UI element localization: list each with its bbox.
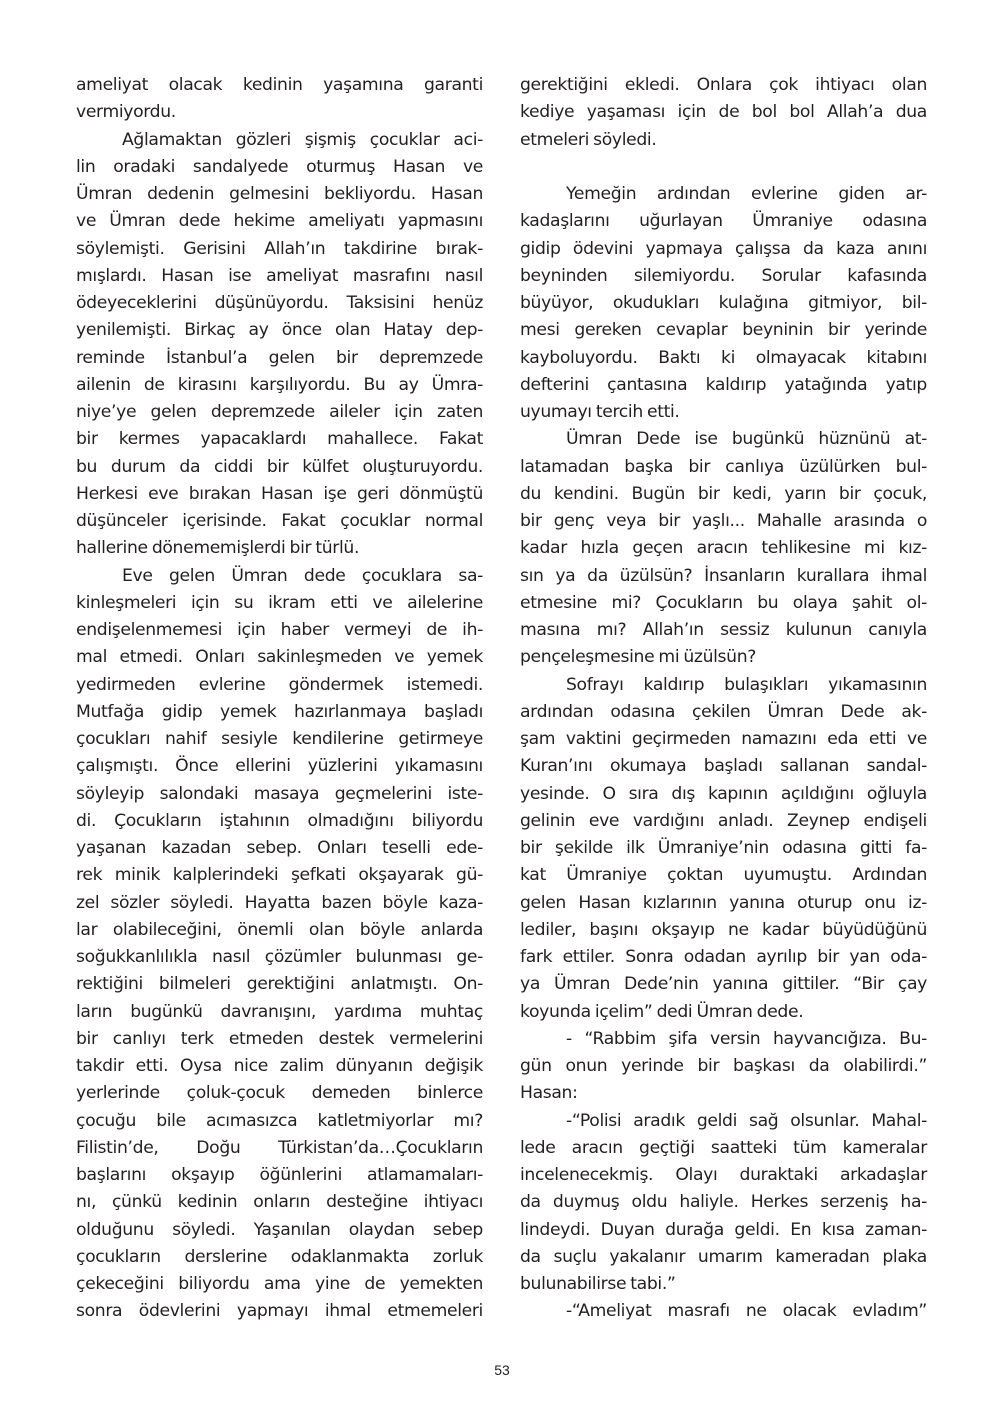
text-line: şam vaktini geçirmeden namazını eda etti ve bbox=[520, 729, 927, 749]
text-line: niye’ye gelen depremzede aileler için zaten bbox=[76, 402, 483, 422]
text-line: ailenin de kirasını karşılıyordu. Bu ay Ümra- bbox=[76, 374, 483, 395]
text-line: Ümran dedenin gelmesini bekliyordu. Hasan bbox=[76, 184, 483, 204]
text-line: etmesine mi? Çocukların bu olaya şahit ol- bbox=[520, 592, 927, 613]
text-line: çalışmıştı. Önce ellerini yüzlerini yıkamasını bbox=[76, 756, 483, 777]
text-line: Mutfağa gidip yemek hazırlanmaya başladı bbox=[76, 701, 483, 722]
text-line: fark ettiler. Sonra odadan ayrılıp bir yan oda- bbox=[520, 947, 927, 967]
text-line: masına mı? Allah’ın sessiz kulunun canıyla bbox=[520, 620, 927, 640]
text-line: pençeleşmesine mi üzülsün? bbox=[520, 647, 757, 668]
text-line: yenilemişti. Birkaç ay önce olan Hatay dep- bbox=[76, 320, 483, 341]
text-line: kayboluyordu. Baktı ki olmayacak kitabını bbox=[520, 347, 927, 368]
text-line: kat Ümraniye çoktan uyumuştu. Ardından bbox=[520, 865, 927, 886]
text-line: rek minik kalplerindeki şefkati okşayarak gü- bbox=[76, 865, 483, 886]
text-line: kediye yaşaması için de bol bol Allah’a dua bbox=[520, 102, 927, 123]
text-line: düşünceler içerisinde. Fakat çocuklar normal bbox=[76, 511, 483, 531]
right-text-column bbox=[520, 72, 927, 1326]
text-line: Ümran Dede ise bugünkü hüznünü at- bbox=[566, 429, 927, 450]
text-line: lin oradaki sandalyede oturmuş Hasan ve bbox=[76, 156, 483, 177]
text-line: ameliyat olacak kedinin yaşamına garanti bbox=[76, 75, 483, 95]
text-line: defterini çantasına kaldırıp yatağında yatıp bbox=[520, 374, 927, 395]
text-line: büyüyor, okudukları kulağına gitmiyor, bil- bbox=[520, 293, 927, 313]
text-line: bulunabilirse tabi.” bbox=[520, 1274, 676, 1294]
text-line: bir genç veya bir yaşlı... Mahalle arasında o bbox=[520, 511, 927, 531]
page-number: 53 bbox=[494, 1362, 510, 1378]
text-line: mal etmedi. Onları sakinleşmeden ve yemek bbox=[76, 647, 483, 668]
text-line: gerektiğini ekledi. Onlara çok ihtiyacı olan bbox=[520, 75, 927, 95]
text-line: başlarını okşayıp öğünlerini atlamamaları- bbox=[76, 1165, 483, 1185]
text-line: çocuğu bile acımasızca katletmiyorlar mı? bbox=[76, 1110, 483, 1131]
text-line: Filistin’de, Doğu Türkistan’da…Çocukların bbox=[76, 1137, 483, 1158]
text-line: lede aracın geçtiği saatteki tüm kameralar bbox=[520, 1137, 927, 1158]
text-line: gelinin eve vardığını anladı. Zeynep endişeli bbox=[520, 810, 927, 831]
text-line: etmeleri söyledi. bbox=[520, 129, 657, 150]
text-line: söyleyip salondaki masaya geçmelerini iste- bbox=[76, 783, 483, 804]
text-line: bir canlıyı terk etmeden destek vermelerini bbox=[76, 1028, 483, 1049]
text-line: çocukların derslerine odaklanmakta zorluk bbox=[76, 1246, 483, 1267]
text-line: uyumayı tercih etti. bbox=[520, 402, 680, 422]
text-line: lindeydi. Duyan durağa geldi. En kısa zaman- bbox=[520, 1219, 927, 1240]
text-line: reminde İstanbul’a gelen bir depremzede bbox=[76, 347, 483, 368]
text-line: Kuran’ını okumaya başladı sallanan sandal- bbox=[520, 756, 927, 777]
text-line: mışlardı. Hasan ise ameliyat masrafını nasıl bbox=[76, 265, 483, 286]
left-text-column bbox=[76, 72, 483, 1326]
text-line: rektiğini bilmeleri gerektiğini anlatmıştı. On- bbox=[76, 974, 483, 995]
text-line: ve Ümran dede hekime ameliyatı yapmasını bbox=[76, 211, 483, 232]
text-line: Yemeğin ardından evlerine giden ar- bbox=[566, 184, 927, 204]
text-line: lediler, başını okşayıp ne kadar büyüdüğünü bbox=[520, 919, 927, 940]
text-line: takdir etti. Oysa nice zalim dünyanın değişik bbox=[76, 1056, 483, 1076]
text-line: yerlerinde çoluk-çocuk demeden binlerce bbox=[76, 1083, 483, 1104]
text-line: beyninden silemiyordu. Sorular kafasında bbox=[520, 265, 927, 286]
text-line: kinleşmeleri için su ikram etti ve ailelerine bbox=[76, 592, 483, 613]
text-line: gün onun yerinde bir başkası da olabilirdi.” bbox=[520, 1056, 927, 1076]
text-line: bir şekilde ilk Ümraniye’nin odasına gitti fa- bbox=[520, 838, 927, 858]
text-line: yesinde. O sıra dış kapının açıldığını oğluyla bbox=[520, 783, 927, 804]
text-line: yaşanan kazadan sebep. Onları teselli ede- bbox=[76, 838, 483, 858]
text-line: bir kermes yapacaklardı mahallece. Fakat bbox=[76, 429, 483, 450]
text-line: latamadan başka bir canlıya üzülürken bul- bbox=[520, 456, 927, 477]
text-line: Hasan: bbox=[520, 1083, 578, 1104]
text-line: olduğunu söyledi. Yaşanılan olaydan sebep bbox=[76, 1219, 483, 1240]
text-line: gelen Hasan kızlarının yanına oturup onu iz- bbox=[520, 892, 927, 913]
text-line: ların bugünkü davranışını, yardıma muhtaç bbox=[76, 1001, 483, 1022]
text-line: Sofrayı kaldırıp bulaşıkları yıkamasının bbox=[566, 674, 927, 695]
text-line: söylemişti. Gerisini Allah’ın takdirine bırak- bbox=[76, 238, 483, 259]
text-line: Herkesi eve bırakan Hasan işe geri dönmüştü bbox=[76, 483, 483, 504]
text-line: endişelenmemesi için haber vermeyi de ih- bbox=[76, 620, 483, 640]
text-line: bu durum da ciddi bir külfet oluşturuyordu. bbox=[76, 456, 483, 477]
text-line: yedirmeden evlerine göndermek istemedi. bbox=[76, 674, 483, 695]
text-line: vermiyordu. bbox=[76, 102, 176, 123]
text-line: incelenecekmiş. Olayı duraktaki arkadaşlar bbox=[520, 1165, 927, 1185]
text-line: kadar hızla geçen aracın tehlikesine mi kız- bbox=[520, 538, 927, 559]
text-line: -“Polisi aradık geldi sağ olsunlar. Mahal- bbox=[566, 1110, 927, 1131]
text-line: mesi gereken cevaplar beyninin bir yerinde bbox=[520, 320, 927, 341]
text-line: soğukkanlılıkla nasıl çözümler bulunması ge- bbox=[76, 947, 483, 967]
text-line: lar olabileceğini, önemli olan böyle anlarda bbox=[76, 919, 483, 940]
text-line: gidip ödevini yapmaya çalışsa da kaza anını bbox=[520, 238, 927, 259]
text-line: ya Ümran Dede’nin yanına gittiler. “Bir çay bbox=[520, 974, 927, 995]
text-line: çocukları nahif sesiyle kendilerine getirmeye bbox=[76, 729, 483, 749]
text-line: ardından odasına çekilen Ümran Dede ak- bbox=[520, 701, 927, 722]
text-line: Ağlamaktan gözleri şişmiş çocuklar aci- bbox=[122, 129, 483, 150]
text-line: kadaşlarını uğurlayan Ümraniye odasına bbox=[520, 211, 927, 232]
text-line: nı, çünkü kedinin onların desteğine ihtiyacı bbox=[76, 1192, 483, 1213]
text-line: çekeceğini biliyordu ama yine de yemekten bbox=[76, 1274, 483, 1294]
text-line: -“Ameliyat masrafı ne olacak evladım” bbox=[566, 1301, 927, 1322]
text-line: zel sözler söyledi. Hayatta bazen böyle kaza- bbox=[76, 892, 483, 913]
text-line: hallerine dönememişlerdi bir türlü. bbox=[76, 538, 360, 559]
text-line: Eve gelen Ümran dede çocuklara sa- bbox=[122, 565, 483, 586]
text-line: sın ya da üzülsün? İnsanların kurallara ihmal bbox=[520, 565, 927, 586]
text-line: - “Rabbim şifa versin hayvancığıza. Bu- bbox=[566, 1028, 927, 1049]
text-line: da suçlu yakalanır umarım kameradan plaka bbox=[520, 1246, 927, 1267]
text-line: koyunda içelim” dedi Ümran dede. bbox=[520, 1001, 804, 1022]
text-line: da duymuş oldu haliyle. Herkes serzeniş ha- bbox=[520, 1192, 927, 1213]
text-line: di. Çocukların iştahının olmadığını biliyordu bbox=[76, 810, 483, 831]
text-line: du kendini. Bugün bir kedi, yarın bir çocuk, bbox=[520, 483, 927, 504]
text-line: sonra ödevlerini yapmayı ihmal etmemeleri bbox=[76, 1301, 483, 1322]
text-line: ödeyeceklerini düşünüyordu. Taksisini henüz bbox=[76, 293, 483, 313]
paragraph-gap bbox=[520, 154, 927, 181]
